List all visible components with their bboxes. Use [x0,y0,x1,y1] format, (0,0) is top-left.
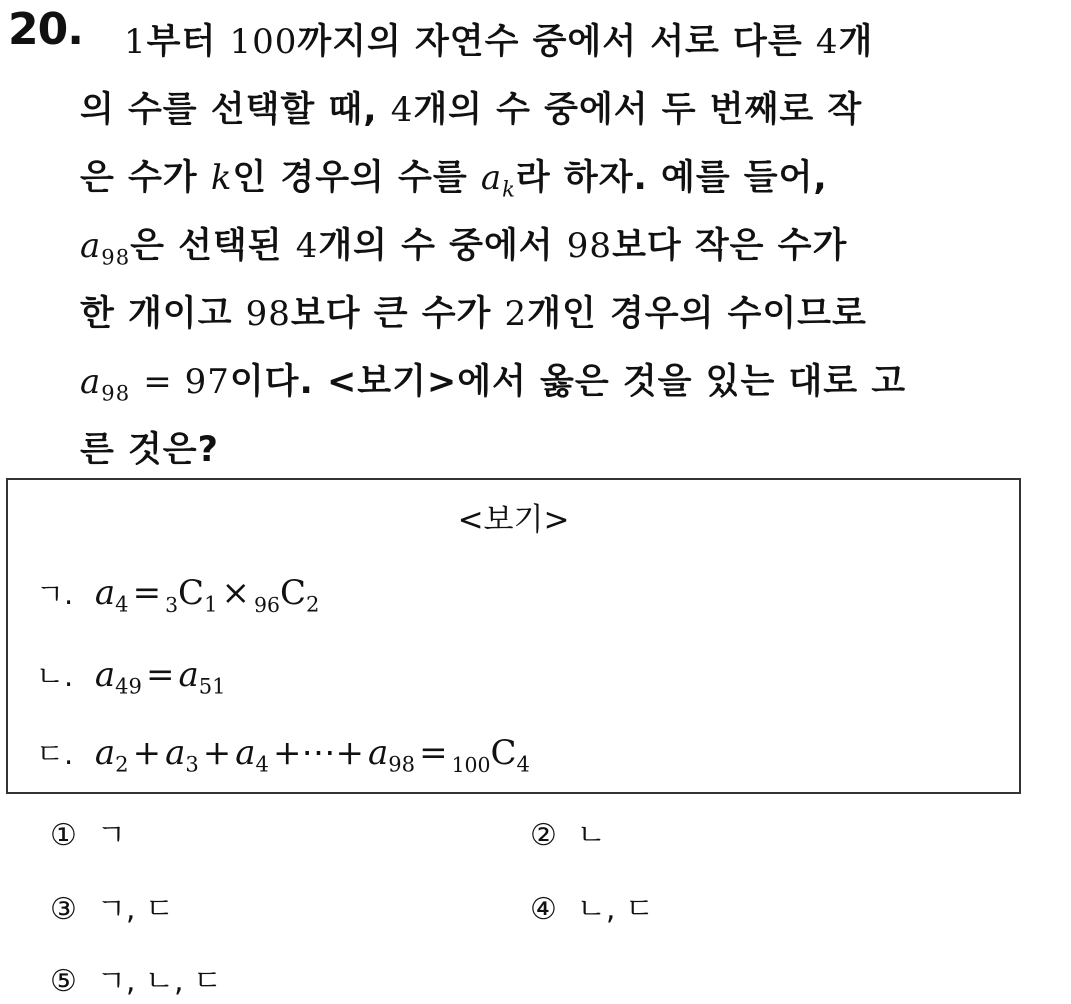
choice-3[interactable] [50,884,174,928]
choice-mark: ③ [50,892,77,927]
stem-line-2: 의 수를 선택할 때, 4개의 수 중에서 두 번째로 작 [80,90,863,130]
choice-text: ㄴ [576,818,606,853]
stem-line-6: $a_{98} = 97$이다. <보기>에서 옳은 것을 있는 대로 고 [80,362,907,406]
bogi-item-c: ㄷ. $a_2 + a_3 + a_4$ +⋯+ $a_{98} = _{100}C_4$ [36,733,530,778]
choice-text: ㄱ [96,818,126,853]
choice-2[interactable] [530,810,606,854]
question-stem [80,8,1010,484]
choice-mark: ② [530,818,557,853]
choice-text: ㄱ, ㄴ, ㄷ [96,964,222,999]
choice-mark: ① [50,818,77,853]
choice-mark: ④ [530,892,557,927]
choice-text: ㄱ, ㄷ [96,892,174,927]
stem-line-1: 1부터 100까지의 자연수 중에서 서로 다른 4개 [124,22,874,62]
stem-line-5: 한 개이고 98보다 큰 수가 2개인 경우의 수이므로 [80,294,867,334]
bogi-item-label: ㄷ. [36,737,74,771]
stem-line-3: 은 수가 k인 경우의 수를 $a_k$라 하자. 예를 들어, [80,158,828,202]
stem-line-4: $a_{98}$은 선택된 4개의 수 중에서 98보다 작은 수가 [80,226,848,270]
choice-mark: ⑤ [50,964,77,999]
bogi-item-b: ㄴ. $a_{49} = a_{51}$ [36,655,226,699]
question-number: 20. [8,4,83,55]
bogi-item-label: ㄱ. [36,577,74,611]
choice-5[interactable] [50,956,222,1000]
choice-text: ㄴ, ㄷ [576,892,654,927]
stem-line-7: 른 것은? [80,430,219,470]
bogi-item-label: ㄴ. [36,659,74,693]
bogi-item-a: ㄱ. $a_4 = _3C_1 \times _{96}C_2$ [36,573,320,618]
bogi-title: <보기> [457,502,570,538]
choice-1[interactable] [50,810,126,854]
bogi-box [6,478,1021,794]
choice-4[interactable] [530,884,654,928]
